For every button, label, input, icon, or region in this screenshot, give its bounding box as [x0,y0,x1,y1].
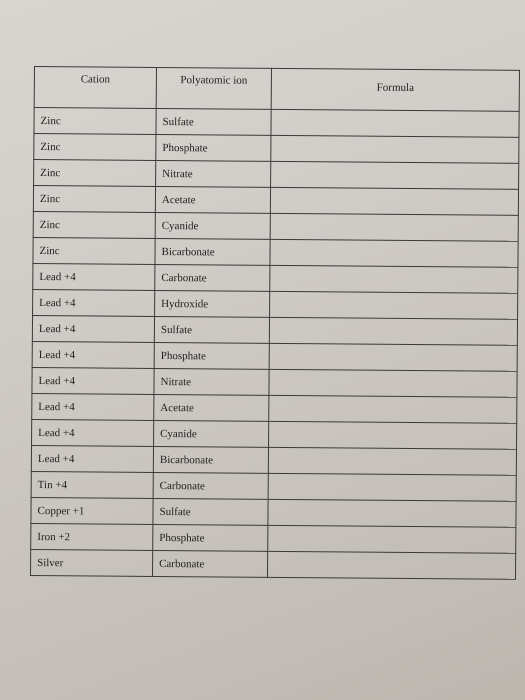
table-row [31,497,516,527]
polyatomic-ion-cell: Acetate [154,394,269,421]
cation-cell: Zinc [34,108,156,135]
cation-cell: Tin +4 [31,471,153,498]
formula-cell[interactable] [269,395,517,423]
table-row [33,289,518,319]
formula-cell[interactable] [267,551,515,579]
polyatomic-ion-cell: Phosphate [156,134,271,161]
header-cation: Cation [34,67,156,109]
formula-cell[interactable] [270,187,518,215]
table-row [33,186,518,216]
formula-worksheet-table [30,66,520,580]
polyatomic-ion-cell: Bicarbonate [153,446,268,473]
cation-cell: Zinc [33,211,155,238]
cation-cell: Lead +4 [33,289,155,316]
polyatomic-ion-cell: Sulfate [154,316,269,343]
table-row [31,445,516,475]
formula-cell[interactable] [268,499,516,527]
polyatomic-ion-cell: Carbonate [155,264,270,291]
table-row [31,471,516,501]
polyatomic-ion-cell: Carbonate [153,472,268,499]
table-row [33,237,518,267]
header-polyatomic-ion: Polyatomic ion [156,67,271,109]
formula-cell[interactable] [270,291,518,319]
table-row [34,108,519,138]
formula-cell[interactable] [269,369,517,397]
polyatomic-ion-cell: Nitrate [156,160,271,187]
cation-cell: Lead +4 [31,445,153,472]
cation-cell: Zinc [34,160,156,187]
polyatomic-ion-cell: Sulfate [153,498,268,525]
formula-cell[interactable] [271,161,519,189]
table-row [32,419,517,449]
formula-cell[interactable] [270,213,518,241]
table-body [30,108,519,580]
cation-cell: Lead +4 [33,263,155,290]
table-row [31,523,516,553]
polyatomic-ion-cell: Carbonate [152,550,267,577]
cation-cell: Lead +4 [32,419,154,446]
table-row [32,315,517,345]
formula-cell[interactable] [271,109,519,137]
cation-cell: Copper +1 [31,497,153,524]
polyatomic-ion-cell: Phosphate [153,524,268,551]
formula-cell[interactable] [269,317,517,345]
formula-cell[interactable] [269,421,517,449]
polyatomic-ion-cell: Phosphate [154,342,269,369]
cation-cell: Silver [30,549,152,576]
table-row [34,160,519,190]
formula-cell[interactable] [270,265,518,293]
polyatomic-ion-cell: Hydroxide [155,290,270,317]
formula-cell[interactable] [271,135,519,163]
table-row [30,549,515,579]
cation-cell: Zinc [34,134,156,161]
polyatomic-ion-cell: Nitrate [154,368,269,395]
formula-cell[interactable] [268,447,516,475]
formula-cell[interactable] [270,239,518,267]
polyatomic-ion-cell: Sulfate [156,108,271,135]
cation-cell: Zinc [33,237,155,264]
formula-cell[interactable] [268,473,516,501]
polyatomic-ion-cell: Acetate [155,186,270,213]
cation-cell: Lead +4 [32,341,154,368]
cation-cell: Iron +2 [31,523,153,550]
table-row [33,263,518,293]
polyatomic-ion-cell: Cyanide [154,420,269,447]
cation-cell: Lead +4 [32,367,154,394]
table-row [32,367,517,397]
table-row [33,211,518,241]
cation-cell: Lead +4 [32,393,154,420]
formula-cell[interactable] [269,343,517,371]
cation-cell: Lead +4 [32,315,154,342]
cation-cell: Zinc [33,186,155,213]
table-row [34,134,519,164]
formula-cell[interactable] [268,525,516,553]
header-formula: Formula [271,68,519,111]
polyatomic-ion-cell: Cyanide [155,212,270,239]
header-row [34,67,519,112]
table-row [32,393,517,423]
table-row [32,341,517,371]
polyatomic-ion-cell: Bicarbonate [155,238,270,265]
